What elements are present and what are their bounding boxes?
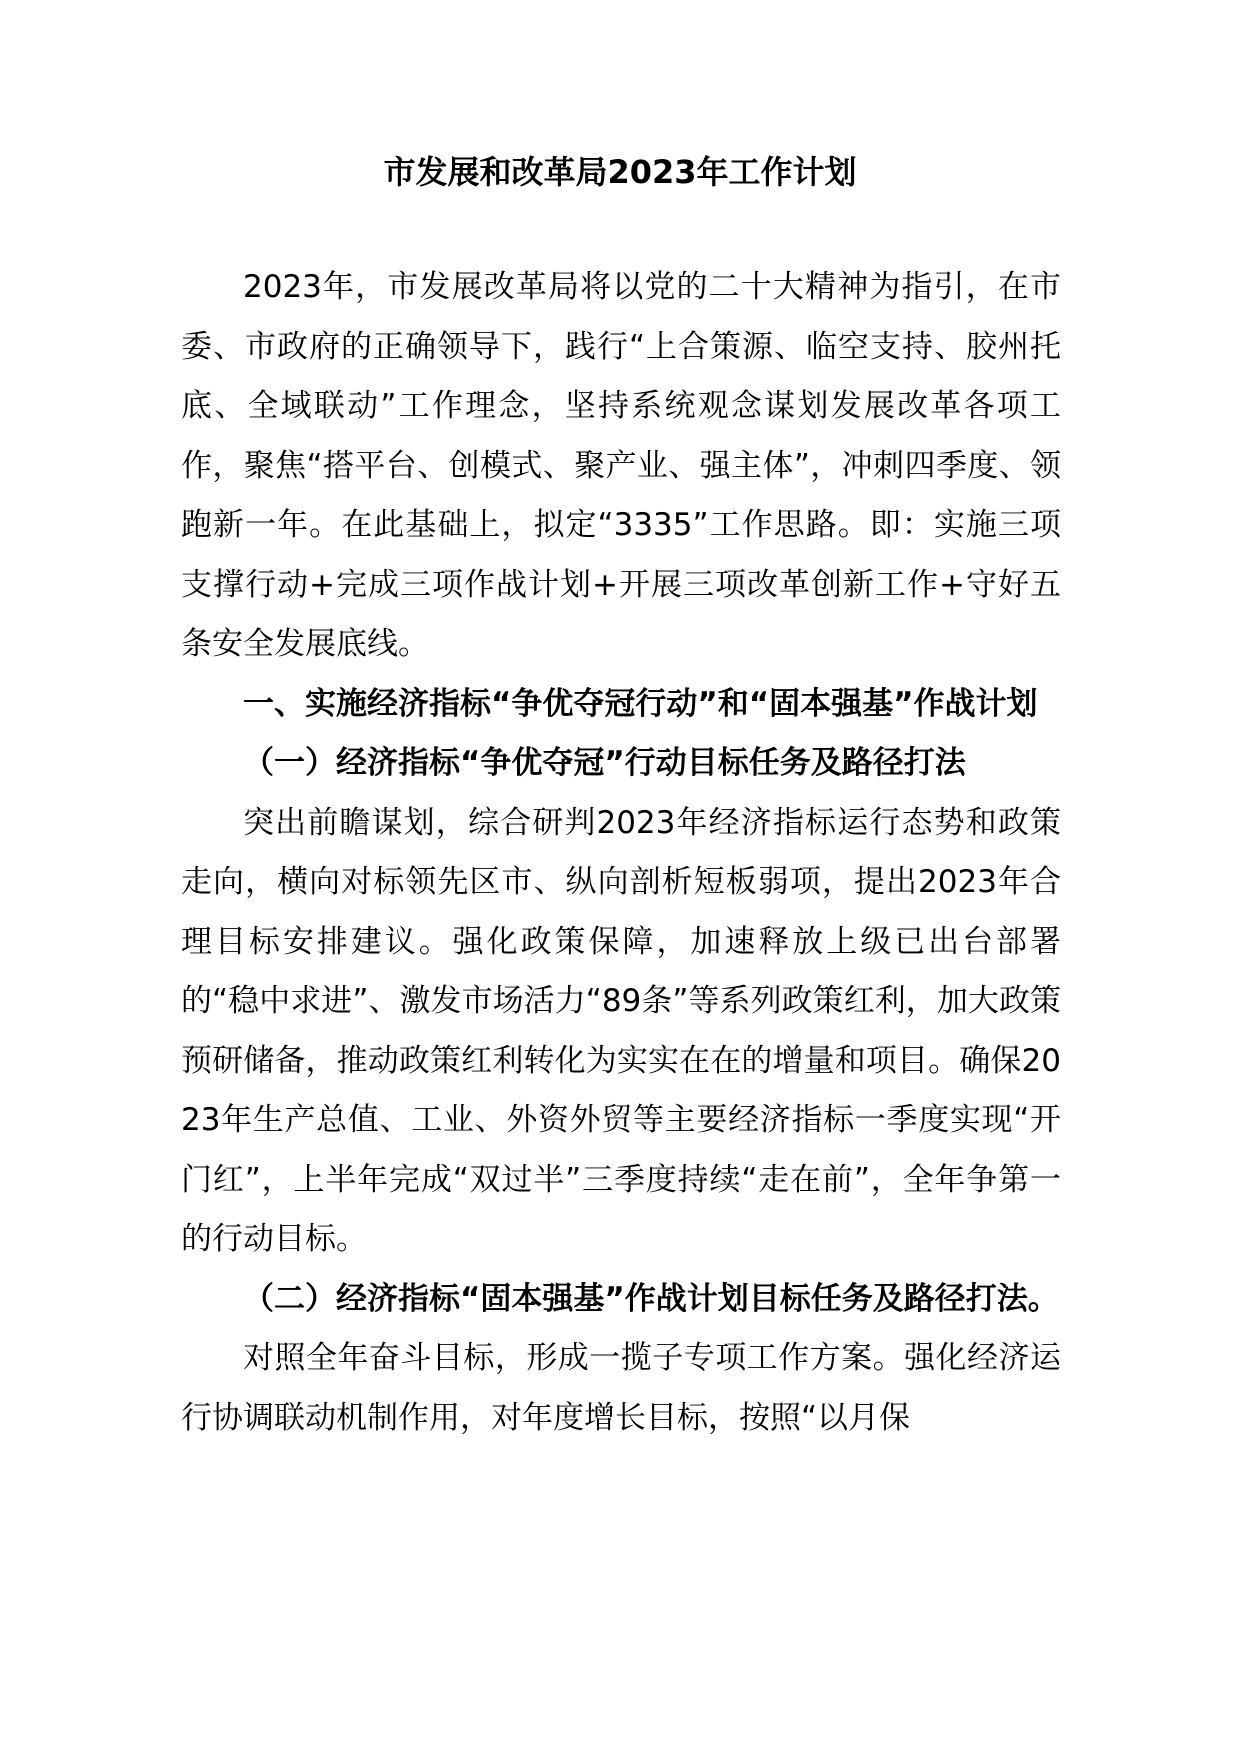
document-title: 市发展和改革局2023年工作计划: [383, 153, 857, 191]
subsection-body-1: 突出前瞻谋划，综合研判2023年经济指标运行态势和政策走向，横向对标领先区市、纵向剖析短板弱项，提出2023年合理目标安排建议。强化政策保障，加速释放上级已出台部署的“稳中求进”、激发市场活力“89条”等系列政策红利，加大政策预研储备，推动政策红利转化为实实在在的增量和项目。确保2023年生产总值、工业、外资外贸等主要经济指标一季度实现“开门红”，上半年完成“双过半”三季度持续“走在前”，全年争第一的行动目标。: [181, 804, 1061, 1257]
intro-paragraph: 2023年，市发展改革局将以党的二十大精神为指引，在市委、市政府的正确领导下，践行“上合策源、临空支持、胶州托底、全域联动”工作理念，坚持系统观念谋划发展改革各项工作，聚焦“搭平台、创模式、聚产业、强主体”，冲刺四季度、领跑新一年。在此基础上，拟定“3335”工作思路。即：实施三项支撑行动+完成三项作战计划+开展三项改革创新工作+守好五条安全发展底线。: [181, 269, 1061, 662]
subsection-heading-2: （二）经济指标“固本强基”作战计划目标任务及路径打法。: [243, 1280, 1059, 1317]
subsection-body-2: 对照全年奋斗目标，形成一揽子专项工作方案。强化经济运行协调联动机制作用，对年度增长目标，按照“以月保: [181, 1340, 1061, 1436]
section-heading-1: 一、实施经济指标“争优夺冠行动”和“固本强基”作战计划: [243, 685, 1038, 722]
subsection-heading-1: （一）经济指标“争优夺冠”行动目标任务及路径打法: [243, 745, 966, 781]
document-body: [181, 258, 1061, 1448]
